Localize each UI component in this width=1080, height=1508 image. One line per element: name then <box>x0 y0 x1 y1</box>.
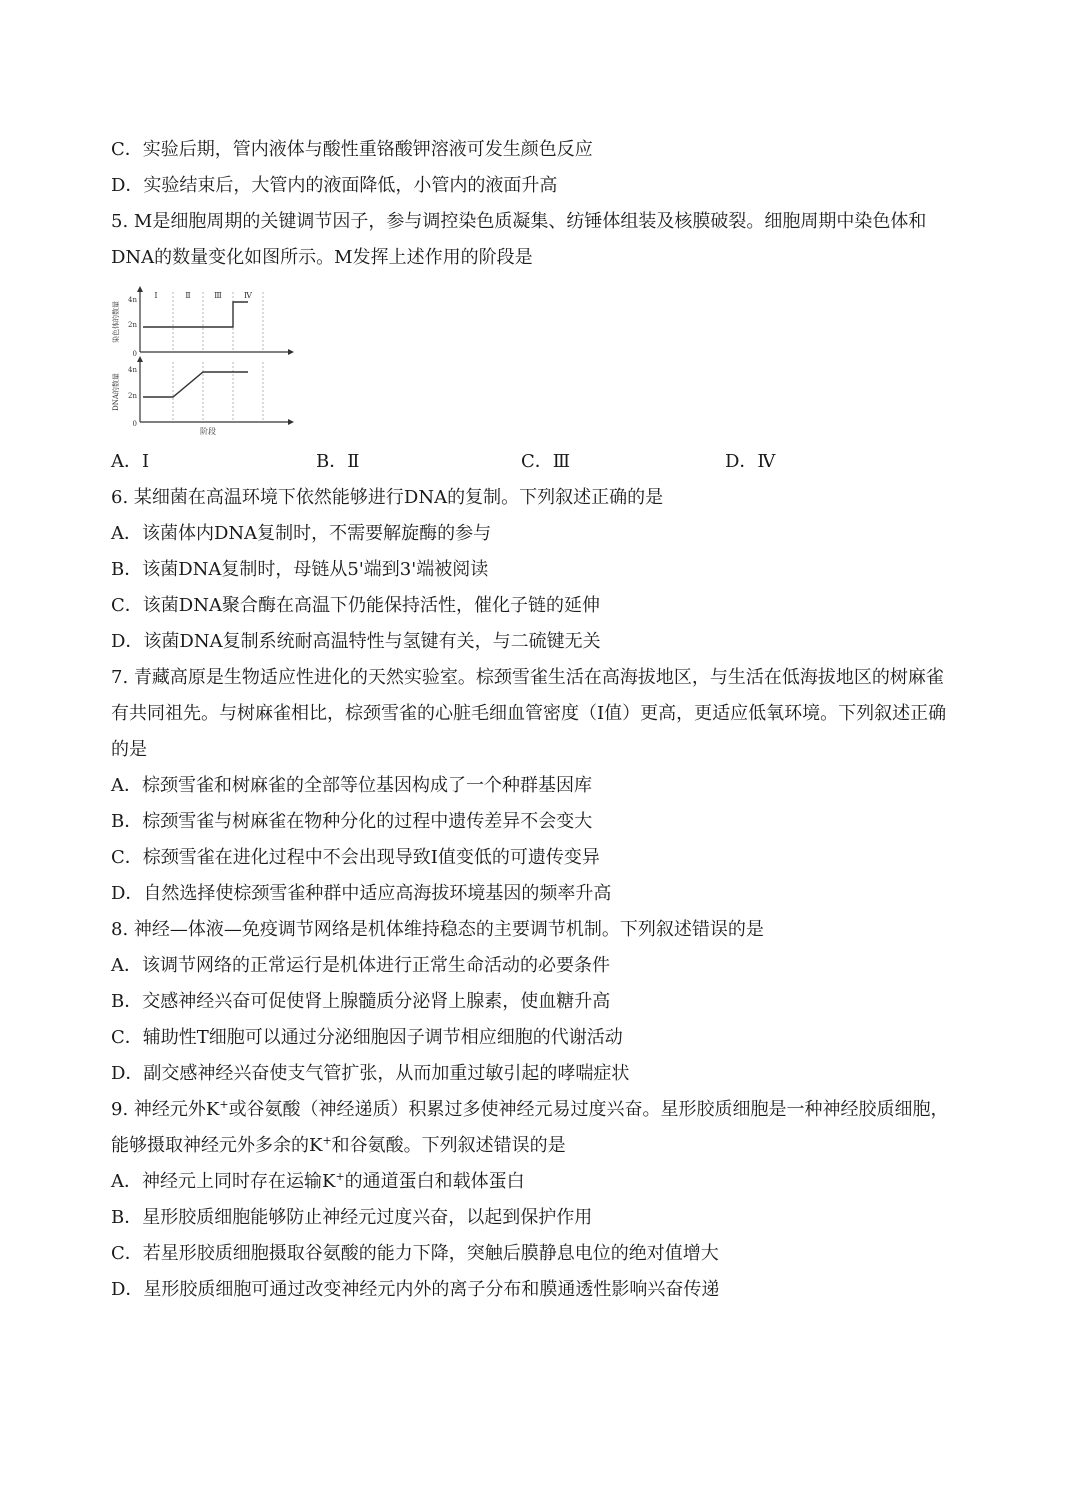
q4-option-d: D．实验结束后，大管内的液面降低，小管内的液面升高 <box>111 175 558 196</box>
q5-option-c: C．Ⅲ <box>521 451 571 472</box>
q9-option-a-part-2: 的通道蛋白和载体蛋白 <box>344 1171 525 1192</box>
top-ytick-2n: 2n <box>128 321 137 329</box>
q9-option-d: D．星形胶质细胞可通过改变神经元内外的离子分布和膜通透性影响兴奋传递 <box>111 1279 720 1300</box>
q7-option-c: C．棕颈雪雀在进化过程中不会出现导致I值变低的可遗传变异 <box>111 847 600 868</box>
q6-stem: 6. 某细菌在高温环境下依然能够进行DNA的复制。下列叙述正确的是 <box>111 487 664 508</box>
q4-option-c: C．实验后期，管内液体与酸性重铬酸钾溶液可发生颜色反应 <box>111 139 593 160</box>
q5-option-d: D．Ⅳ <box>725 451 776 472</box>
q7-option-d: D．自然选择使棕颈雪雀种群中适应高海拔环境基因的频率升高 <box>111 883 612 904</box>
q5-options <box>111 449 981 475</box>
q7-stem-line-1: 7. 青藏高原是生物适应性进化的天然实验室。棕颈雪雀生活在高海拔地区，与生活在低海拔地区的树麻雀 <box>111 667 944 688</box>
q8-option-b: B．交感神经兴奋可促使肾上腺髓质分泌肾上腺素，使血糖升高 <box>111 991 611 1012</box>
q6-option-a: A．该菌体内DNA复制时，不需要解旋酶的参与 <box>111 523 492 544</box>
series-line-dna <box>143 372 248 397</box>
top-y-label: 染色体的数量 <box>112 301 120 343</box>
top-ytick-4n: 4n <box>128 296 137 304</box>
top-ytick-0: 0 <box>132 350 137 358</box>
q6-option-d: D．该菌DNA复制系统耐高温特性与氢键有关，与二硫键无关 <box>111 631 601 652</box>
bottom-ytick-2n: 2n <box>128 392 137 400</box>
bottom-y-label: DNA的数量 <box>112 373 120 411</box>
q9-stem-line-1-part-2: 或谷氨酸（神经递质）积累过多使神经元易过度兴奋。星形胶质细胞是一种神经胶质细胞， <box>228 1099 949 1120</box>
q9-option-b: B．星形胶质细胞能够防止神经元过度兴奋，以起到保护作用 <box>111 1207 593 1228</box>
q7-stem-line-2: 有共同祖先。与树麻雀相比，棕颈雪雀的心脏毛细血管密度（I值）更高，更适应低氧环境。下列叙述正确 <box>111 703 947 724</box>
top-x-arrow <box>288 349 294 355</box>
q5-option-a: A．Ⅰ <box>111 451 150 472</box>
series-line-chromosome <box>143 302 248 327</box>
q8-option-a: A．该调节网络的正常运行是机体进行正常生命活动的必要条件 <box>111 955 610 976</box>
k-ion-superscript: + <box>322 1134 332 1147</box>
q9-stem-line-1 <box>111 1097 981 1123</box>
q7-option-b: B．棕颈雪雀与树麻雀在物种分化的过程中遗传差异不会变大 <box>111 811 593 832</box>
q9-option-a <box>111 1169 981 1195</box>
stage-label-3: Ⅲ <box>214 291 222 300</box>
q7-option-a: A．棕颈雪雀和树麻雀的全部等位基因构成了一个种群基因库 <box>111 775 592 796</box>
bottom-ytick-0: 0 <box>132 420 137 428</box>
cell-cycle-chart <box>108 282 298 438</box>
bottom-dividers <box>173 362 263 422</box>
q6-option-b: B．该菌DNA复制时，母链从5'端到3'端被阅读 <box>111 559 489 580</box>
q5-stem-line-2: DNA的数量变化如图所示。M发挥上述作用的阶段是 <box>111 247 533 268</box>
q5-stem-line-1: 5. M是细胞周期的关键调节因子，参与调控染色质凝集、纺锤体组装及核膜破裂。细胞周期中染色体和 <box>111 211 927 232</box>
q8-option-d: D．副交感神经兴奋使支气管扩张，从而加重过敏引起的哮喘症状 <box>111 1063 630 1084</box>
bottom-y-arrow <box>137 356 143 362</box>
k-ion-superscript: + <box>219 1098 229 1111</box>
k-ion-superscript: + <box>335 1170 345 1183</box>
top-y-arrow <box>137 286 143 292</box>
q9-option-c: C．若星形胶质细胞摄取谷氨酸的能力下降，突触后膜静息电位的绝对值增大 <box>111 1243 719 1264</box>
q9-stem-line-2-part-1: 能够摄取神经元外多余的K <box>111 1135 323 1156</box>
q5-option-b: B．Ⅱ <box>316 451 360 472</box>
top-dividers <box>173 292 263 352</box>
q9-stem-line-2 <box>111 1133 981 1159</box>
q6-option-c: C．该菌DNA聚合酶在高温下仍能保持活性，催化子链的延伸 <box>111 595 600 616</box>
bottom-ytick-4n: 4n <box>128 366 137 374</box>
q7-stem-line-3: 的是 <box>111 739 147 760</box>
q8-option-c: C．辅助性T细胞可以通过分泌细胞因子调节相应细胞的代谢活动 <box>111 1027 623 1048</box>
q9-stem-line-2-part-2: 和谷氨酸。下列叙述错误的是 <box>331 1135 566 1156</box>
x-axis-label: 阶段 <box>200 427 216 436</box>
q9-stem-line-1-part-1: 9. 神经元外K <box>111 1099 220 1120</box>
stage-label-2: Ⅱ <box>185 291 191 300</box>
q8-stem: 8. 神经—体液—免疫调节网络是机体维持稳态的主要调节机制。下列叙述错误的是 <box>111 919 764 940</box>
stage-label-1: Ⅰ <box>154 291 158 300</box>
bottom-x-arrow <box>288 419 294 425</box>
stage-label-4: Ⅳ <box>244 291 252 300</box>
q9-option-a-part-1: A．神经元上同时存在运输K <box>111 1171 336 1192</box>
